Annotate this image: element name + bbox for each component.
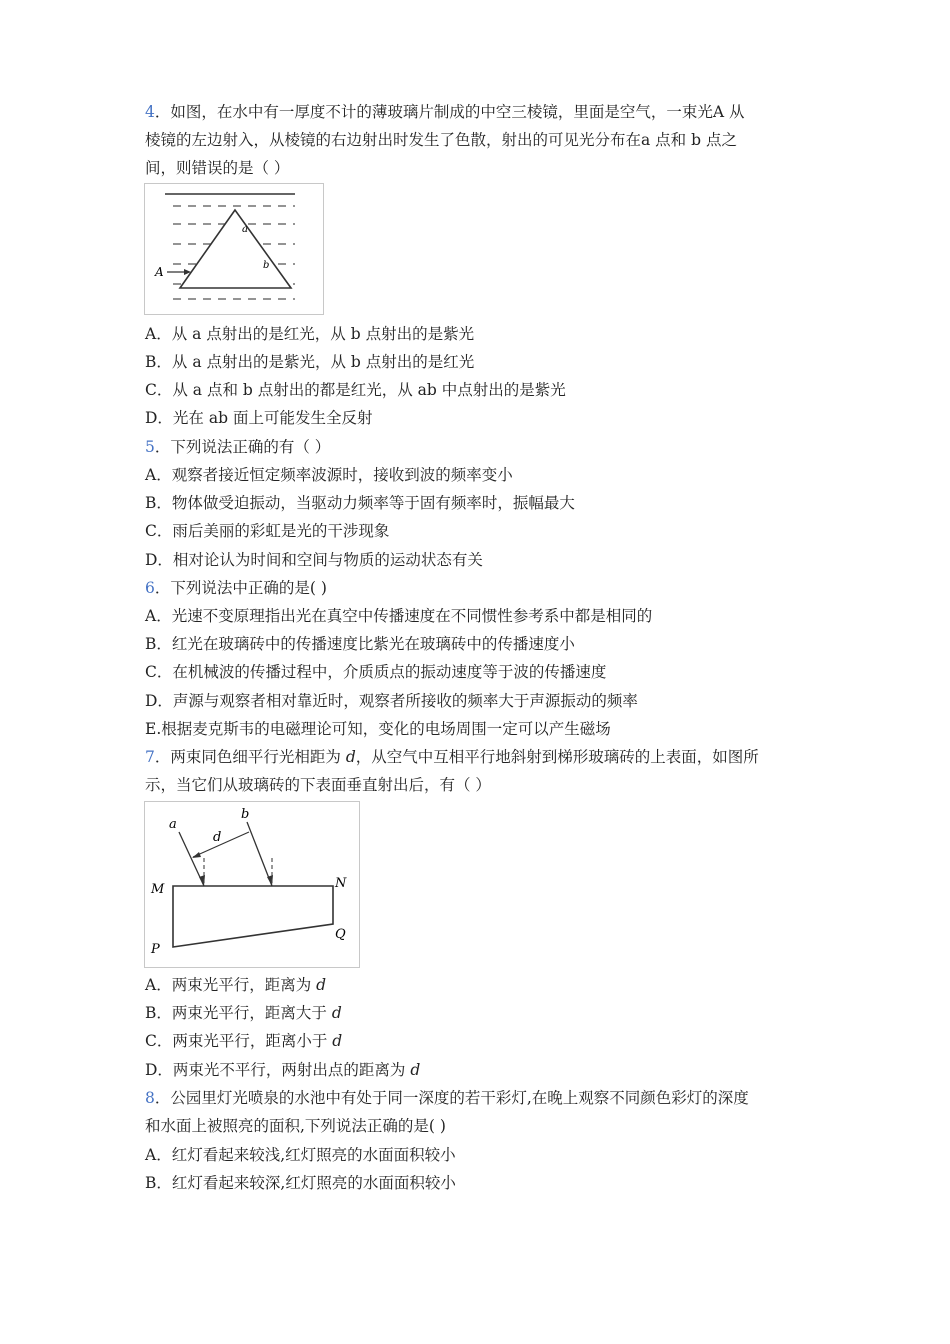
q4-line-3: 间，则错误的是（ ） (145, 159, 290, 177)
prism-label-b: b (263, 260, 270, 271)
prism-figure (144, 183, 324, 315)
q8-line-1: 8．公园里灯光喷泉的水池中有处于同一深度的若干彩灯,在晚上观察不同颜色彩灯的深度 (145, 1089, 749, 1107)
q8-option-b: B．红灯看起来较深,红灯照亮的水面面积较小 (145, 1174, 456, 1192)
q8-line-2: 和水面上被照亮的面积,下列说法正确的是( ) (145, 1117, 446, 1135)
prism-diagram (145, 184, 323, 314)
q4-option-d: D．光在 ab 面上可能发生全反射 (145, 409, 373, 427)
brick-label-d: d (213, 830, 222, 845)
q7-number: 7 (145, 748, 155, 766)
q5-number: 5 (145, 438, 155, 456)
q5-option-a: A．观察者接近恒定频率波源时，接收到波的频率变小 (145, 466, 513, 484)
q5-stem: 5．下列说法正确的有（ ） (145, 438, 331, 456)
q6-stem: 6．下列说法中正确的是( ) (145, 579, 327, 597)
prism-label-A: A (155, 265, 164, 279)
q6-option-c: C．在机械波的传播过程中，介质质点的振动速度等于波的传播速度 (145, 663, 607, 681)
q6-option-a: A．光速不变原理指出光在真空中传播速度在不同惯性参考系中都是相同的 (145, 607, 653, 625)
q6-option-e: E.根据麦克斯韦的电磁理论可知，变化的电场周围一定可以产生磁场 (145, 720, 611, 738)
q4-option-c: C．从 a 点和 b 点射出的都是红光，从 ab 中点射出的是紫光 (145, 381, 566, 399)
q5-option-d: D．相对论认为时间和空间与物质的运动状态有关 (145, 551, 483, 569)
brick-label-N: N (335, 876, 347, 891)
q4-line-2: 棱镜的左边射入，从棱镜的右边射出时发生了色散，射出的可见光分布在a 点和 b 点之 (145, 131, 737, 149)
q7-option-d: D．两束光不平行，两射出点的距离为 d (145, 1061, 421, 1079)
q8-number: 8 (145, 1089, 155, 1107)
q5-option-c: C．雨后美丽的彩虹是光的干涉现象 (145, 522, 390, 540)
prism-label-a: a (242, 224, 248, 235)
brick-label-M: M (151, 882, 165, 897)
q4-option-a: A．从 a 点射出的是红光，从 b 点射出的是紫光 (145, 325, 475, 343)
q6-option-b: B．红光在玻璃砖中的传播速度比紫光在玻璃砖中的传播速度小 (145, 635, 575, 653)
brick-label-b: b (241, 807, 250, 822)
brick-label-P: P (151, 942, 160, 957)
q6-option-d: D．声源与观察者相对靠近时，观察者所接收的频率大于声源振动的频率 (145, 692, 638, 710)
brick-label-a: a (169, 817, 177, 832)
q4-line-1: 4．如图，在水中有一厚度不计的薄玻璃片制成的中空三棱镜，里面是空气，一束光A 从 (145, 103, 745, 121)
q7-line-2: 示，当它们从玻璃砖的下表面垂直射出后，有（ ） (145, 776, 491, 794)
q4-option-b: B．从 a 点射出的是紫光，从 b 点射出的是红光 (145, 353, 475, 371)
q5-option-b: B．物体做受迫振动，当驱动力频率等于固有频率时，振幅最大 (145, 494, 575, 512)
q7-option-c: C．两束光平行，距离小于 d (145, 1032, 343, 1050)
q6-number: 6 (145, 579, 155, 597)
glass-brick-figure (144, 801, 360, 968)
q4-number: 4 (145, 103, 155, 121)
q7-option-a: A．两束光平行，距离为 d (145, 976, 327, 994)
q7-option-b: B．两束光平行，距离大于 d (145, 1004, 342, 1022)
brick-label-Q: Q (335, 927, 346, 942)
q8-option-a: A．红灯看起来较浅,红灯照亮的水面面积较小 (145, 1146, 456, 1164)
glass-brick-diagram (145, 802, 359, 967)
q7-line-1: 7．两束同色细平行光相距为 d，从空气中互相平行地斜射到梯形玻璃砖的上表面，如图所 (145, 748, 759, 766)
